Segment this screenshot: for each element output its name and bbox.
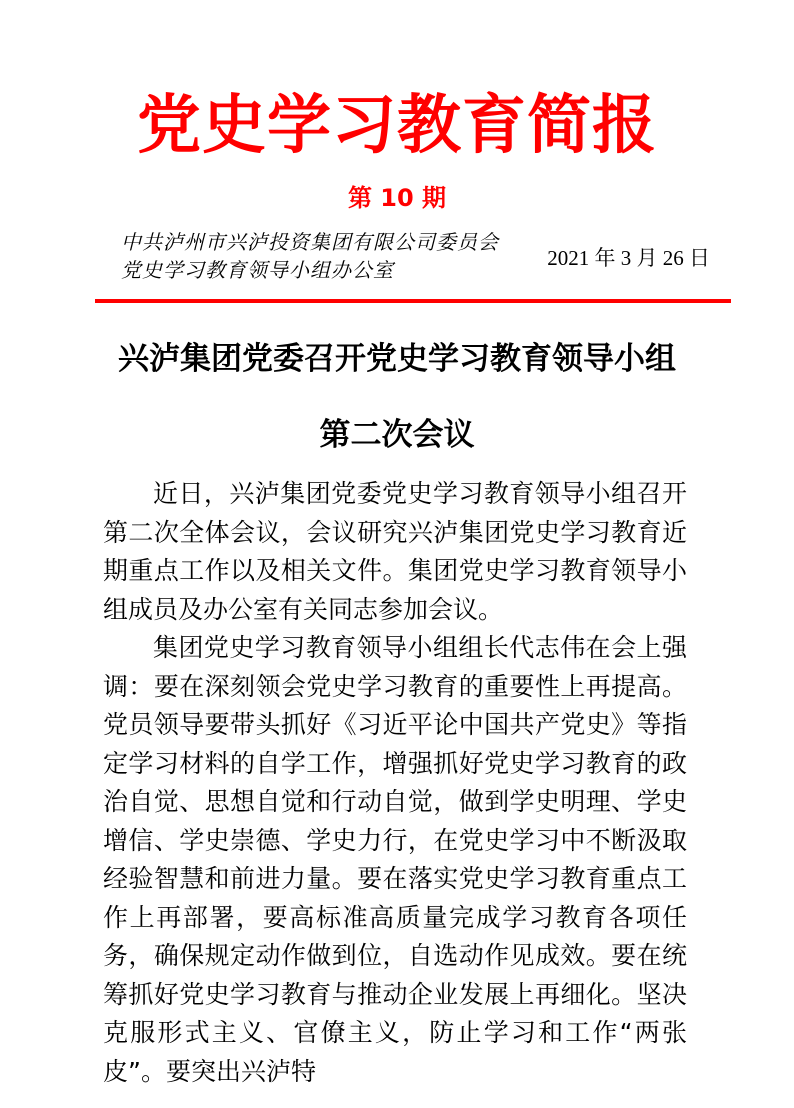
publish-date: 2021 年 3 月 26 日: [547, 246, 710, 270]
issue-number: 第 10 期: [347, 184, 447, 212]
issuer-row: [121, 229, 710, 285]
article-paragraph: 集团党史学习教育领导小组组长代志伟在会上强调：要在深刻领会党史学习教育的重要性上再提高。党员领导要带头抓好《习近平论中国共产党史》等指定学习材料的自学工作，增强抓好党史学习教育的政治自觉、思想自觉和行动自觉，做到学史明理、学史增信、学史崇德、学史力行，在党史学习中不断汲取经验智慧和前进力量。要在落实党史学习教育重点工作上再部署，要高标准高质量完成学习教育各项任务，确保规定动作做到位，自选动作见成效。要在统筹抓好党史学习教育与推动企业发展上再细化。坚决克服形式主义、官僚主义，防止学习和工作“两张皮”。要突出兴泸特: [103, 633, 687, 1086]
header-divider: [95, 299, 731, 303]
issuing-org: [121, 229, 499, 285]
article-title: [0, 321, 794, 473]
article-body: [103, 475, 687, 1091]
article-title-line-2: 第二次会议: [319, 417, 475, 452]
org-line-1: 中共泸州市兴泸投资集团有限公司委员会: [121, 232, 499, 254]
article-paragraph: 近日，兴泸集团党委党史学习教育领导小组召开第二次全体会议，会议研究兴泸集团党史学习教育近期重点工作以及相关文件。集团党史学习教育领导小组成员及办公室有关同志参加会议。: [103, 479, 687, 624]
article-title-line-1: 兴泸集团党委召开党史学习教育领导小组: [118, 341, 676, 376]
masthead-title: 党史学习教育简报: [137, 90, 657, 161]
org-line-2: 党史学习教育领导小组办公室: [121, 260, 394, 282]
